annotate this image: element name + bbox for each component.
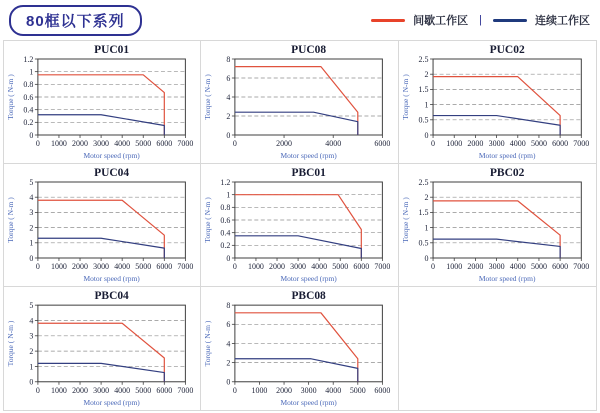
x-axis-label: Motor speed (rpm) bbox=[83, 273, 140, 284]
x-tick-label: 7000 bbox=[177, 385, 194, 395]
y-tick-label: 4 bbox=[226, 92, 231, 102]
intermittent-curve bbox=[38, 323, 164, 382]
x-tick-label: 4000 bbox=[114, 385, 131, 395]
chart-grid bbox=[3, 40, 597, 411]
chart-title: PUC04 bbox=[94, 166, 130, 180]
y-tick-label: 2.5 bbox=[418, 177, 429, 187]
legend bbox=[371, 12, 590, 28]
y-tick-label: 1.2 bbox=[220, 177, 231, 187]
x-tick-label: 7000 bbox=[572, 262, 589, 271]
y-axis-label: Torque ( N-m ) bbox=[400, 197, 410, 243]
x-tick-label: 6000 bbox=[551, 139, 568, 148]
x-tick-label: 1000 bbox=[248, 261, 265, 272]
intermittent-curve bbox=[235, 67, 358, 135]
x-tick-label: 1000 bbox=[50, 138, 67, 149]
x-tick-label: 4000 bbox=[325, 385, 342, 395]
chart-cell-PUC01 bbox=[4, 41, 201, 164]
chart-title: PBC02 bbox=[489, 167, 525, 179]
y-tick-label: 0 bbox=[424, 130, 429, 140]
y-tick-label: 0.6 bbox=[220, 215, 231, 225]
x-tick-label: 7000 bbox=[374, 261, 391, 272]
x-tick-label: 5000 bbox=[135, 138, 152, 149]
x-tick-label: 5000 bbox=[530, 139, 547, 148]
legend-separator: | bbox=[479, 14, 482, 26]
chart-PBC08 bbox=[201, 287, 397, 410]
x-tick-label: 1000 bbox=[251, 385, 268, 395]
x-tick-label: 1000 bbox=[445, 139, 462, 148]
x-tick-label: 6000 bbox=[156, 138, 173, 149]
y-tick-label: 2 bbox=[29, 223, 34, 233]
x-tick-label: 3000 bbox=[488, 262, 505, 271]
y-tick-label: 4 bbox=[29, 316, 34, 326]
y-tick-label: 8 bbox=[226, 54, 231, 64]
continuous-curve bbox=[433, 239, 560, 258]
x-axis-label: Motor speed (rpm) bbox=[280, 397, 338, 407]
x-tick-label: 0 bbox=[35, 138, 40, 149]
x-tick-label: 2000 bbox=[72, 138, 88, 149]
x-tick-label: 2000 bbox=[72, 261, 88, 272]
chart-cell-PBC04 bbox=[4, 287, 201, 410]
chart-PBC02 bbox=[399, 164, 596, 286]
y-tick-label: 8 bbox=[226, 300, 231, 310]
x-tick-label: 1000 bbox=[445, 262, 462, 271]
continuous-curve bbox=[235, 236, 361, 258]
y-tick-label: 1 bbox=[29, 67, 34, 77]
x-tick-label: 5000 bbox=[135, 261, 152, 272]
x-tick-label: 3000 bbox=[488, 139, 505, 148]
chart-PUC02 bbox=[399, 41, 596, 163]
chart-cell-PUC02 bbox=[399, 41, 596, 164]
chart-cell-PBC08 bbox=[201, 287, 398, 410]
y-tick-label: 0 bbox=[424, 253, 429, 263]
x-tick-label: 2000 bbox=[467, 139, 484, 148]
y-tick-label: 6 bbox=[226, 73, 231, 83]
y-tick-label: 1.5 bbox=[418, 208, 429, 218]
x-tick-label: 2000 bbox=[467, 262, 484, 271]
y-tick-label: 0.2 bbox=[220, 241, 231, 251]
chart-title: PBC04 bbox=[94, 290, 129, 303]
y-axis-label: Torque ( N-m ) bbox=[6, 320, 15, 367]
chart-cell-PUC08 bbox=[201, 41, 398, 164]
x-tick-label: 6000 bbox=[353, 261, 370, 272]
y-tick-label: 5 bbox=[29, 177, 34, 187]
x-tick-label: 2000 bbox=[276, 138, 293, 149]
y-tick-label: 0.8 bbox=[220, 203, 231, 213]
intermittent-line-swatch-icon bbox=[371, 19, 405, 22]
y-tick-label: 2.5 bbox=[418, 54, 429, 64]
y-tick-label: 4 bbox=[29, 192, 34, 203]
y-tick-label: 0 bbox=[29, 377, 34, 387]
x-tick-label: 0 bbox=[35, 261, 40, 272]
chart-title: PUC02 bbox=[489, 44, 525, 56]
plot-frame bbox=[38, 305, 185, 382]
x-tick-label: 3000 bbox=[93, 385, 110, 395]
y-tick-label: 5 bbox=[29, 300, 34, 310]
x-tick-label: 6000 bbox=[156, 261, 173, 272]
x-tick-label: 0 bbox=[233, 385, 238, 395]
chart-cell-PBC02 bbox=[399, 164, 596, 287]
empty-cell bbox=[399, 287, 596, 410]
x-axis-label: Motor speed (rpm) bbox=[280, 273, 338, 284]
y-tick-label: 3 bbox=[29, 331, 34, 341]
x-tick-label: 6000 bbox=[374, 385, 391, 395]
x-tick-label: 0 bbox=[430, 139, 435, 148]
legend-label: 间歇工作区 bbox=[413, 15, 469, 27]
x-tick-label: 2000 bbox=[276, 385, 293, 395]
y-axis-label: Torque ( N-m ) bbox=[203, 74, 213, 120]
chart-title: PBC08 bbox=[291, 290, 327, 303]
y-tick-label: 0 bbox=[29, 253, 34, 263]
intermittent-curve bbox=[38, 75, 164, 135]
chart-cell-PBC01 bbox=[201, 164, 398, 287]
x-tick-label: 5000 bbox=[350, 385, 367, 395]
intermittent-curve bbox=[235, 313, 358, 382]
y-tick-label: 0.5 bbox=[418, 115, 429, 125]
y-tick-label: 1.2 bbox=[23, 54, 34, 64]
y-tick-label: 2 bbox=[424, 193, 429, 202]
x-tick-label: 4000 bbox=[114, 261, 131, 272]
plot-frame bbox=[38, 182, 185, 258]
y-axis-label: Torque ( N-m ) bbox=[5, 74, 15, 120]
continuous-curve bbox=[235, 112, 358, 135]
x-tick-label: 3000 bbox=[301, 385, 317, 395]
x-tick-label: 0 bbox=[430, 262, 435, 271]
x-tick-label: 3000 bbox=[93, 261, 110, 272]
intermittent-curve bbox=[433, 201, 560, 258]
y-tick-label: 1.5 bbox=[418, 85, 429, 95]
x-axis-label: Motor speed (rpm) bbox=[83, 150, 140, 161]
y-axis-label: Torque ( N-m ) bbox=[203, 320, 213, 367]
x-tick-label: 7000 bbox=[177, 138, 194, 149]
x-tick-label: 7000 bbox=[572, 139, 589, 148]
y-tick-label: 2 bbox=[29, 346, 34, 356]
chart-cell-PUC04 bbox=[4, 164, 201, 287]
y-tick-label: 0.2 bbox=[23, 118, 34, 128]
y-axis-label: Torque ( N-m ) bbox=[400, 74, 410, 120]
x-tick-label: 1000 bbox=[50, 261, 67, 272]
y-tick-label: 1 bbox=[29, 362, 34, 372]
x-tick-label: 3000 bbox=[290, 261, 307, 272]
y-tick-label: 0 bbox=[226, 130, 231, 140]
chart-title: PUC08 bbox=[291, 43, 327, 57]
y-tick-label: 0 bbox=[226, 253, 231, 263]
x-axis-label: Motor speed (rpm) bbox=[478, 151, 536, 160]
y-tick-label: 1 bbox=[424, 223, 429, 233]
x-tick-label: 0 bbox=[35, 385, 40, 395]
plot-frame bbox=[433, 59, 581, 135]
intermittent-curve bbox=[235, 195, 361, 258]
y-tick-label: 1 bbox=[226, 190, 231, 200]
y-tick-label: 4 bbox=[226, 339, 231, 349]
x-tick-label: 6000 bbox=[374, 138, 391, 149]
series-title: 80框以下系列 bbox=[26, 12, 125, 30]
legend-item-continuous bbox=[493, 12, 590, 28]
y-tick-label: 2 bbox=[226, 111, 231, 121]
continuous-line-swatch-icon bbox=[493, 19, 527, 22]
x-tick-label: 5000 bbox=[332, 261, 349, 272]
y-tick-label: 0 bbox=[29, 130, 34, 140]
x-axis-label: Motor speed (rpm) bbox=[83, 397, 140, 407]
y-tick-label: 0.8 bbox=[23, 80, 34, 90]
legend-item-intermittent bbox=[371, 12, 468, 28]
y-tick-label: 0.5 bbox=[418, 238, 429, 248]
y-tick-label: 3 bbox=[29, 208, 34, 218]
intermittent-curve bbox=[38, 200, 164, 258]
y-tick-label: 1 bbox=[424, 100, 429, 110]
x-tick-label: 4000 bbox=[509, 139, 526, 148]
continuous-curve bbox=[235, 359, 358, 382]
y-axis-label: Torque ( N-m ) bbox=[203, 197, 213, 243]
chart-PUC01 bbox=[4, 41, 200, 163]
x-tick-label: 1000 bbox=[51, 385, 67, 395]
x-axis-label: Motor speed (rpm) bbox=[280, 150, 338, 161]
series-title-badge[interactable] bbox=[9, 5, 142, 36]
x-tick-label: 4000 bbox=[311, 261, 328, 272]
x-tick-label: 5000 bbox=[530, 262, 547, 271]
y-tick-label: 2 bbox=[424, 70, 429, 79]
chart-title: PUC01 bbox=[94, 43, 130, 57]
y-tick-label: 0.4 bbox=[23, 105, 34, 115]
chart-PBC04 bbox=[4, 287, 200, 410]
chart-PUC04 bbox=[4, 164, 200, 286]
x-tick-label: 6000 bbox=[551, 262, 568, 271]
y-tick-label: 6 bbox=[226, 320, 231, 330]
y-axis-label: Torque ( N-m ) bbox=[5, 197, 15, 243]
x-tick-label: 0 bbox=[233, 138, 238, 149]
x-tick-label: 4000 bbox=[114, 138, 131, 149]
intermittent-curve bbox=[433, 77, 560, 135]
continuous-curve bbox=[433, 116, 560, 135]
continuous-curve bbox=[38, 115, 164, 135]
x-tick-label: 5000 bbox=[135, 385, 152, 395]
x-tick-label: 2000 bbox=[269, 261, 286, 272]
y-tick-label: 0 bbox=[226, 377, 231, 387]
x-tick-label: 3000 bbox=[93, 138, 110, 149]
x-tick-label: 4000 bbox=[325, 138, 342, 149]
header bbox=[0, 0, 600, 40]
y-tick-label: 0.6 bbox=[23, 92, 34, 102]
legend-label: 连续工作区 bbox=[535, 15, 590, 27]
chart-PBC01 bbox=[201, 164, 397, 286]
x-tick-label: 6000 bbox=[156, 385, 173, 395]
x-tick-label: 2000 bbox=[72, 385, 88, 395]
y-tick-label: 0.4 bbox=[220, 228, 231, 238]
x-tick-label: 4000 bbox=[509, 262, 526, 271]
x-axis-label: Motor speed (rpm) bbox=[478, 274, 536, 283]
continuous-curve bbox=[38, 238, 164, 258]
chart-title: PBC01 bbox=[291, 166, 327, 180]
y-tick-label: 2 bbox=[226, 358, 231, 368]
x-tick-label: 7000 bbox=[177, 261, 194, 272]
y-tick-label: 1 bbox=[29, 238, 34, 248]
chart-PUC08 bbox=[201, 41, 397, 163]
x-tick-label: 0 bbox=[233, 261, 238, 272]
